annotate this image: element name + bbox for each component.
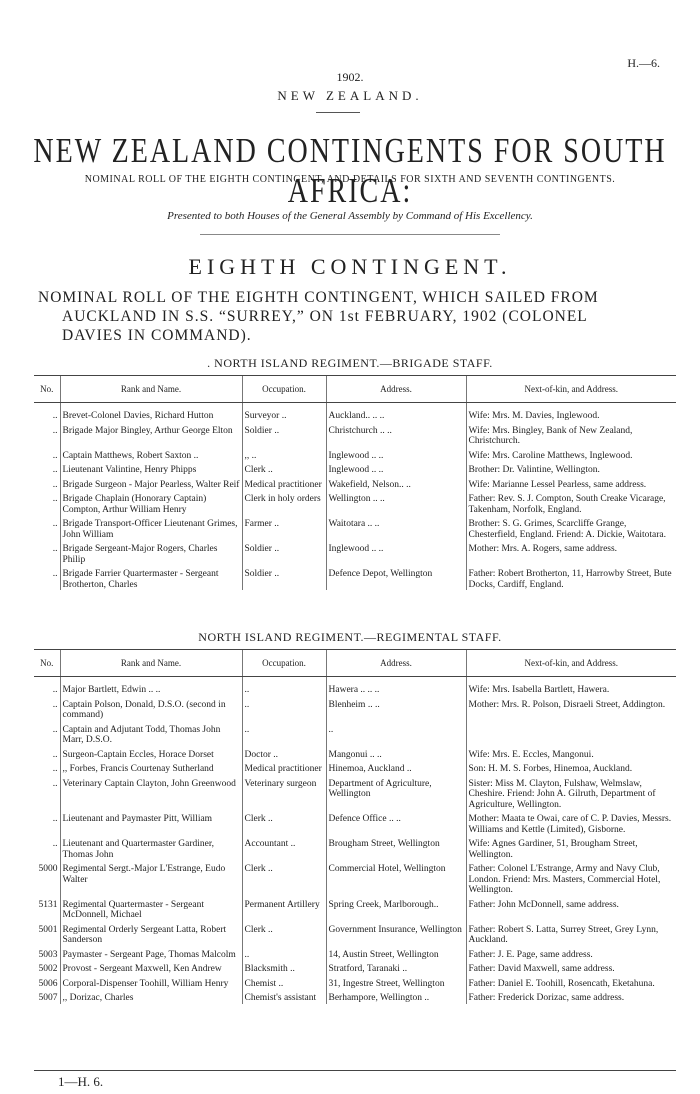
cell-occupation: Soldier ..: [242, 565, 326, 590]
cell-address: ..: [326, 721, 466, 746]
cell-next-of-kin: Wife: Mrs. Isabella Bartlett, Hawera.: [466, 677, 676, 696]
column-header-kin: Next-of-kin, and Address.: [466, 376, 676, 403]
cell-address: Stratford, Taranaki ..: [326, 960, 466, 975]
cell-address: Hinemoa, Auckland ..: [326, 760, 466, 775]
table-row: [34, 515, 676, 540]
cell-next-of-kin: [466, 721, 676, 746]
table-row: [34, 921, 676, 946]
table-row: [34, 775, 676, 811]
column-header-no: No.: [34, 376, 60, 403]
cell-occupation: Chemist ..: [242, 975, 326, 990]
cell-next-of-kin: Father: Rev. S. J. Compton, South Creake Vicarage, Takenham, Norfolk, England.: [466, 490, 676, 515]
cell-address: Berhampore, Wellington ..: [326, 989, 466, 1004]
roll-line: DAVIES IN COMMAND).: [62, 327, 252, 344]
cell-no: ..: [52, 749, 58, 760]
cell-rank-name: Paymaster - Sergeant Page, Thomas Malcolm: [60, 946, 242, 961]
footer-reference: 1—H. 6.: [58, 1074, 104, 1089]
table-row: [34, 746, 676, 761]
column-header-rank: Rank and Name.: [60, 376, 242, 403]
cell-next-of-kin: Sister: Miss M. Clayton, Fulshaw, Welmslaw, Cheshire. Friend: John A. Gilruth, Department of Agriculture, Wellington.: [466, 775, 676, 811]
cell-address: Commercial Hotel, Wellington: [326, 860, 466, 896]
cell-rank-name: Brigade Farrier Quartermaster - Sergeant Brotherton, Charles: [60, 565, 242, 590]
cell-rank-name: ,, Dorizac, Charles: [60, 989, 242, 1004]
cell-address: Hawera .. .. ..: [326, 677, 466, 696]
cell-no: ..: [52, 465, 58, 475]
cell-occupation: Clerk ..: [242, 860, 326, 896]
column-header-occupation: Occupation.: [242, 650, 326, 677]
cell-occupation: Soldier ..: [242, 540, 326, 565]
cell-occupation: Clerk ..: [242, 461, 326, 476]
cell-rank-name: Veterinary Captain Clayton, John Greenwood: [60, 775, 242, 811]
cell-no: ..: [52, 450, 58, 461]
column-header-occupation: Occupation.: [242, 376, 326, 403]
cell-next-of-kin: Father: John McDonnell, same address.: [466, 896, 676, 921]
table-row: [34, 540, 676, 565]
cell-no: ..: [52, 569, 58, 579]
brigade-section-title: . NORTH ISLAND REGIMENT.—BRIGADE STAFF.: [207, 356, 493, 370]
cell-no: 5000: [38, 864, 58, 874]
cell-rank-name: Brigade Surgeon - Major Pearless, Walter Reif: [60, 476, 242, 491]
cell-occupation: ..: [242, 721, 326, 746]
presented-line: Presented to both Houses of the General Assembly by Command of His Excellency.: [167, 210, 533, 222]
cell-address: Christchurch .. ..: [326, 422, 466, 447]
cell-no: ..: [52, 519, 58, 529]
cell-no: 5003: [38, 949, 58, 960]
cell-rank-name: Lieutenant and Paymaster Pitt, William: [60, 810, 242, 835]
divider: [34, 1070, 676, 1071]
cell-address: Waitotara .. ..: [326, 515, 466, 540]
cell-rank-name: ,, Forbes, Francis Courtenay Sutherland: [60, 760, 242, 775]
cell-rank-name: Provost - Sergeant Maxwell, Ken Andrew: [60, 960, 242, 975]
table-row: [34, 490, 676, 515]
table-header-row: [34, 650, 676, 677]
cell-next-of-kin: Wife: Mrs. Caroline Matthews, Inglewood.: [466, 447, 676, 462]
brigade-staff-table: [34, 375, 676, 590]
cell-rank-name: Brigade Sergeant-Major Rogers, Charles Philip: [60, 540, 242, 565]
paper-reference: H.—6.: [627, 56, 660, 70]
cell-occupation: Chemist's assistant: [242, 989, 326, 1004]
table-row: [34, 461, 676, 476]
cell-occupation: ..: [242, 696, 326, 721]
table-row: [34, 960, 676, 975]
table-row: [34, 975, 676, 990]
cell-next-of-kin: Son: H. M. S. Forbes, Hinemoa, Auckland.: [466, 760, 676, 775]
cell-address: Inglewood .. ..: [326, 540, 466, 565]
cell-occupation: ,, ..: [242, 447, 326, 462]
cell-occupation: Farmer ..: [242, 515, 326, 540]
cell-occupation: Surveyor ..: [242, 403, 326, 422]
cell-address: Wellington .. ..: [326, 490, 466, 515]
cell-no: 5002: [38, 964, 58, 974]
cell-rank-name: Regimental Sergt.-Major L'Estrange, Eudo Walter: [60, 860, 242, 896]
cell-next-of-kin: Brother: Dr. Valintine, Wellington.: [466, 461, 676, 476]
cell-next-of-kin: Wife: Mrs. Bingley, Bank of New Zealand, Christchurch.: [466, 422, 676, 447]
table-row: [34, 565, 676, 590]
cell-occupation: Permanent Artillery: [242, 896, 326, 921]
roll-line: AUCKLAND IN S.S. “SURREY,” ON 1st FEBRUARY, 1902 (COLONEL: [62, 308, 588, 325]
table-row: [34, 447, 676, 462]
cell-rank-name: Lieutenant Valintine, Henry Phipps: [60, 461, 242, 476]
cell-no: ..: [52, 764, 58, 774]
cell-address: Defence Office .. ..: [326, 810, 466, 835]
table-row: [34, 860, 676, 896]
cell-occupation: ..: [242, 946, 326, 961]
cell-no: ..: [52, 814, 58, 824]
cell-next-of-kin: Father: Frederick Dorizac, same address.: [466, 989, 676, 1004]
table-row: [34, 946, 676, 961]
column-header-no: No.: [34, 650, 60, 677]
cell-rank-name: Surgeon-Captain Eccles, Horace Dorset: [60, 746, 242, 761]
contingent-heading: EIGHTH CONTINGENT.: [188, 254, 512, 279]
cell-address: Government Insurance, Wellington: [326, 921, 466, 946]
cell-occupation: Accountant ..: [242, 835, 326, 860]
cell-no: ..: [52, 839, 58, 849]
cell-address: Defence Depot, Wellington: [326, 565, 466, 590]
cell-address: Spring Creek, Marlborough..: [326, 896, 466, 921]
cell-next-of-kin: Father: J. E. Page, same address.: [466, 946, 676, 961]
table-row: [34, 403, 676, 422]
table-row: [34, 810, 676, 835]
cell-no: ..: [52, 699, 58, 710]
cell-next-of-kin: Father: Robert S. Latta, Surrey Street, Grey Lynn, Auckland.: [466, 921, 676, 946]
cell-next-of-kin: Wife: Mrs. M. Davies, Inglewood.: [466, 403, 676, 422]
table-row: [34, 760, 676, 775]
subtitle: NOMINAL ROLL OF THE EIGHTH CONTINGENT, AND DETAILS FOR SIXTH AND SEVENTH CONTINGENTS.: [84, 174, 616, 185]
cell-rank-name: Regimental Quartermaster - Sergeant McDonnell, Michael: [60, 896, 242, 921]
cell-rank-name: Corporal-Dispenser Toohill, William Henry: [60, 975, 242, 990]
cell-next-of-kin: Wife: Agnes Gardiner, 51, Brougham Street, Wellington.: [466, 835, 676, 860]
table-row: [34, 835, 676, 860]
column-header-address: Address.: [326, 650, 466, 677]
cell-occupation: Clerk ..: [242, 810, 326, 835]
country: NEW ZEALAND.: [277, 88, 423, 103]
table-row: [34, 696, 676, 721]
cell-address: 31, Ingestre Street, Wellington: [326, 975, 466, 990]
cell-rank-name: Brigade Chaplain (Honorary Captain) Compton, Arthur William Henry: [60, 490, 242, 515]
divider: [200, 234, 500, 235]
cell-next-of-kin: Mother: Maata te Owai, care of C. P. Davies, Messrs. Williams and Kettle (Limited), Gisborne.: [466, 810, 676, 835]
table-row: [34, 989, 676, 1004]
cell-occupation: Blacksmith ..: [242, 960, 326, 975]
cell-rank-name: Captain Polson, Donald, D.S.O. (second in command): [60, 696, 242, 721]
cell-address: Wakefield, Nelson.. ..: [326, 476, 466, 491]
column-header-kin: Next-of-kin, and Address.: [466, 650, 676, 677]
cell-no: ..: [52, 425, 58, 436]
cell-address: Inglewood .. ..: [326, 461, 466, 476]
divider: [316, 112, 360, 113]
cell-address: Inglewood .. ..: [326, 447, 466, 462]
cell-no: ..: [52, 685, 58, 695]
cell-address: Brougham Street, Wellington: [326, 835, 466, 860]
cell-rank-name: Brevet-Colonel Davies, Richard Hutton: [60, 403, 242, 422]
table-row: [34, 677, 676, 696]
cell-no: ..: [52, 544, 58, 554]
cell-address: Mangonui .. ..: [326, 746, 466, 761]
cell-rank-name: Brigade Transport-Officer Lieutenant Grimes, John William: [60, 515, 242, 540]
cell-next-of-kin: Mother: Mrs. R. Polson, Disraeli Street, Addington.: [466, 696, 676, 721]
cell-address: Department of Agriculture, Wellington: [326, 775, 466, 811]
cell-next-of-kin: Brother: S. G. Grimes, Scarcliffe Grange, Chesterfield, England. Friend: A. Dickie, Waitotara.: [466, 515, 676, 540]
cell-no: ..: [52, 724, 58, 735]
regimental-staff-table: [34, 649, 676, 1004]
cell-rank-name: Captain and Adjutant Todd, Thomas John Marr, D.S.O.: [60, 721, 242, 746]
cell-no: ..: [52, 411, 58, 421]
regimental-section-title: NORTH ISLAND REGIMENT.—REGIMENTAL STAFF.: [198, 630, 502, 644]
cell-occupation: Doctor ..: [242, 746, 326, 761]
cell-no: ..: [52, 494, 58, 504]
column-header-rank: Rank and Name.: [60, 650, 242, 677]
page-title: NEW ZEALAND CONTINGENTS FOR SOUTH AFRICA:: [33, 132, 667, 211]
cell-rank-name: Lieutenant and Quartermaster Gardiner, Thomas John: [60, 835, 242, 860]
cell-address: Auckland.. .. ..: [326, 403, 466, 422]
cell-occupation: Soldier ..: [242, 422, 326, 447]
cell-rank-name: Regimental Orderly Sergeant Latta, Robert Sanderson: [60, 921, 242, 946]
table-row: [34, 476, 676, 491]
cell-address: Blenheim .. ..: [326, 696, 466, 721]
table-row: [34, 896, 676, 921]
cell-occupation: Veterinary surgeon: [242, 775, 326, 811]
cell-occupation: ..: [242, 677, 326, 696]
cell-next-of-kin: Father: Colonel L'Estrange, Army and Navy Club, London. Friend: Mrs. Masters, Commercial Hotel, Wellington.: [466, 860, 676, 896]
roll-line: NOMINAL ROLL OF THE EIGHTH CONTINGENT, WHICH SAILED FROM: [38, 289, 599, 306]
year: 1902.: [336, 70, 364, 84]
cell-occupation: Medical practitioner: [242, 760, 326, 775]
cell-rank-name: Major Bartlett, Edwin .. ..: [60, 677, 242, 696]
cell-no: 5007: [38, 993, 58, 1003]
table-row: [34, 422, 676, 447]
cell-next-of-kin: Father: Robert Brotherton, 11, Harrowby Street, Bute Docks, Cardiff, England.: [466, 565, 676, 590]
column-header-address: Address.: [326, 376, 466, 403]
cell-next-of-kin: Father: David Maxwell, same address.: [466, 960, 676, 975]
cell-address: 14, Austin Street, Wellington: [326, 946, 466, 961]
cell-no: 5001: [38, 924, 58, 935]
cell-next-of-kin: Wife: Marianne Lessel Pearless, same address.: [466, 476, 676, 491]
table-row: [34, 721, 676, 746]
cell-occupation: Clerk ..: [242, 921, 326, 946]
cell-no: ..: [52, 778, 58, 789]
roll-heading: [38, 288, 668, 345]
table-header-row: [34, 376, 676, 403]
cell-next-of-kin: Wife: Mrs. E. Eccles, Mangonui.: [466, 746, 676, 761]
cell-rank-name: Brigade Major Bingley, Arthur George Elton: [60, 422, 242, 447]
cell-no: ..: [52, 479, 58, 490]
cell-no: 5131: [38, 899, 58, 910]
cell-rank-name: Captain Matthews, Robert Saxton ..: [60, 447, 242, 462]
cell-no: 5006: [38, 978, 58, 989]
cell-next-of-kin: Mother: Mrs. A. Rogers, same address.: [466, 540, 676, 565]
cell-occupation: Medical practitioner: [242, 476, 326, 491]
cell-occupation: Clerk in holy orders: [242, 490, 326, 515]
cell-next-of-kin: Father: Daniel E. Toohill, Rosencath, Eketahuna.: [466, 975, 676, 990]
